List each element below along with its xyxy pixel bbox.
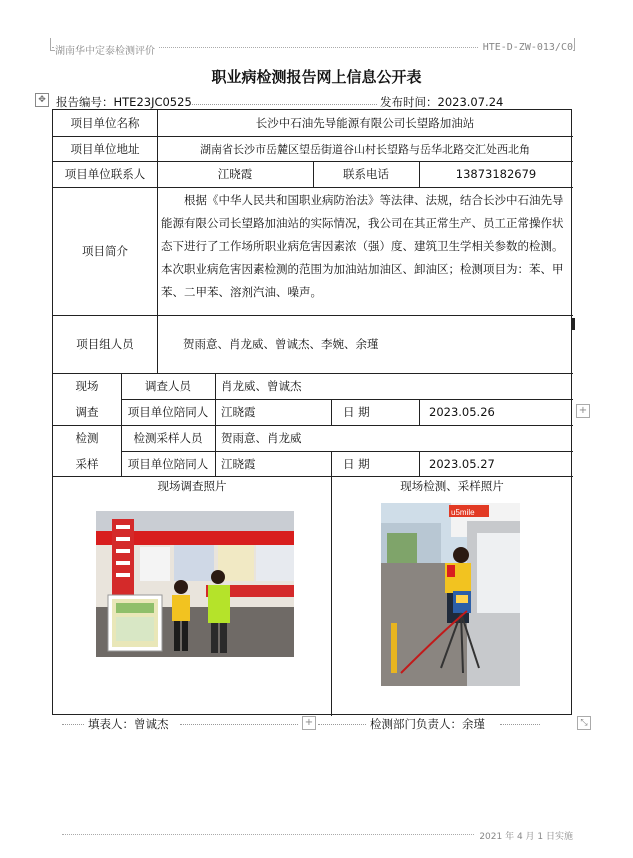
unit-name-label: 项目单位名称 [70, 116, 140, 130]
dept-head-label: 检测部门负责人： [370, 717, 462, 731]
survey-escort-label: 项目单位陪同人 [127, 405, 209, 419]
meta-dots [192, 104, 377, 105]
footer-dots-right [500, 724, 540, 725]
phone-label: 联系电话 [343, 167, 389, 181]
dept-head-row [370, 716, 485, 732]
filler-row [88, 716, 169, 732]
add-cell-icon[interactable]: + [302, 716, 316, 730]
test-date: 2023.05.27 [429, 456, 495, 471]
report-no-row [56, 94, 192, 110]
survey-label-1: 现场 [75, 379, 99, 393]
filler-label: 填表人： [88, 717, 134, 731]
contact-person: 江晓霞 [217, 167, 253, 181]
survey-photo [96, 511, 294, 657]
test-date-label: 日 期 [343, 456, 370, 471]
footer-dots-mid2 [318, 724, 366, 725]
team-members: 贺雨意、肖龙威、曾诚杰、李婉、余瑾 [183, 337, 379, 351]
filler-name: 曾诚杰 [134, 717, 169, 731]
survey-staff-label: 调查人员 [145, 379, 191, 393]
unit-address-label: 项目单位地址 [70, 141, 140, 156]
publish-date: 2023.07.24 [437, 95, 504, 109]
test-escort-label: 项目单位陪同人 [127, 456, 209, 471]
test-label-1: 检测 [75, 431, 99, 445]
photo-left-label: 现场调查照片 [157, 479, 227, 493]
report-no-label: 报告编号： [56, 95, 114, 109]
sampling-photo [381, 503, 520, 686]
resize-table-icon[interactable]: ⤡ [577, 716, 591, 730]
info-table [52, 109, 572, 715]
unit-name: 长沙中石油先导能源有限公司长望路加油站 [255, 116, 475, 130]
unit-address: 湖南省长沙市岳麓区望岳街道谷山村长望路与岳华北路交汇处西北角 [200, 142, 530, 156]
photo-sign-text: u5mile [451, 508, 475, 517]
effective-date: 2021 年 4 月 1 日实施 [475, 829, 573, 842]
test-label-2: 采样 [75, 456, 99, 471]
page-title: 职业病检测报告网上信息公开表 [211, 68, 422, 86]
survey-label-2: 调查 [75, 405, 99, 419]
header-org: 湖南华中定泰检测评价 [55, 42, 159, 57]
survey-escort: 江晓霞 [221, 405, 256, 419]
survey-date-label: 日 期 [343, 405, 370, 419]
footer-dots-mid [180, 724, 298, 725]
team-label: 项目组人员 [76, 337, 134, 351]
survey-date: 2023.05.26 [429, 405, 495, 419]
test-escort: 江晓霞 [221, 456, 256, 471]
test-staff: 贺雨意、肖龙威 [221, 431, 302, 445]
survey-staff: 肖龙威、曾诚杰 [221, 379, 302, 393]
phone-number: 13873182679 [455, 167, 537, 181]
table-move-icon[interactable]: ✥ [35, 93, 49, 107]
footer-dots-left [62, 724, 84, 725]
intro-text: 根据《中华人民共和国职业病防治法》等法律、法规，结合长沙中石油先导能源有限公司长望路加油站的实际情况，我公司在其正常生产、员工正常操作状态下进行了工作场所职业病危害因素浓（强）度、建筑卫生学相关参数的检测。本次职业病危害因素检测的范围为加油站加油区、卸油区；检测项目为：苯、甲苯、二甲苯、溶剂汽油、噪声。 [161, 193, 564, 299]
header-doc-code: HTE-D-ZW-013/C0 [479, 42, 573, 53]
bottom-divider [62, 834, 532, 835]
intro-label: 项目简介 [82, 244, 128, 258]
add-row-icon[interactable]: + [576, 404, 590, 418]
publish-date-row [380, 94, 503, 110]
publish-date-label: 发布时间： [380, 95, 438, 109]
dept-head-name: 余瑾 [462, 717, 485, 731]
test-staff-label: 检测采样人员 [133, 431, 203, 445]
photo-right-label: 现场检测、采样照片 [400, 479, 504, 493]
table-edge-marker [571, 318, 575, 330]
contact-label: 项目单位联系人 [64, 167, 146, 181]
report-no: HTE23JC0525 [113, 95, 192, 109]
